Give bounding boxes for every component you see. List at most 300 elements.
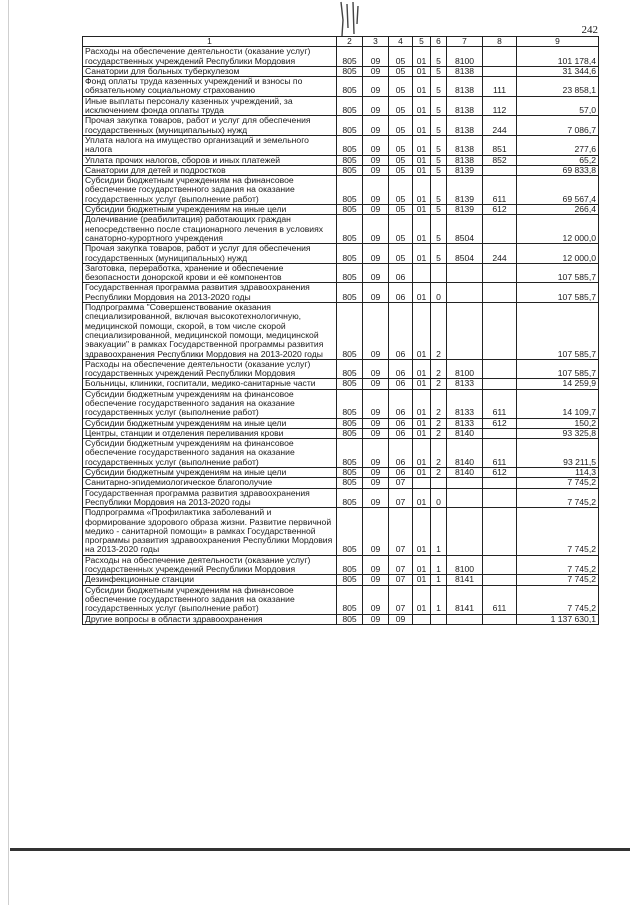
row-description: Субсидии бюджетным учреждениям на финансовое обеспечение государственного задания на оказание государственных услуг (выполнение работ) [83, 585, 337, 614]
row-amount: 93 211,5 [517, 439, 599, 468]
row-description: Иные выплаты персоналу казенных учреждений, за исключением фонда оплаты труда [83, 96, 337, 116]
code-program: 01 [413, 585, 431, 614]
code-program [413, 478, 431, 488]
code-subprogram: 2 [431, 359, 447, 379]
row-description: Заготовка, переработка, хранение и обеспечение безопасности донорской крови и её компонентов [83, 263, 337, 283]
row-amount: 93 325,8 [517, 428, 599, 438]
code-expense-type [483, 575, 517, 585]
code-subprogram: 5 [431, 77, 447, 97]
table-row [83, 468, 599, 478]
code-article [447, 478, 483, 488]
code-article: 8139 [447, 176, 483, 205]
code-subsection: 06 [389, 439, 413, 468]
row-description: Субсидии бюджетным учреждениям на иные цели [83, 205, 337, 215]
code-expense-type [483, 263, 517, 283]
code-expense-type: 611 [483, 176, 517, 205]
code-article: 8139 [447, 165, 483, 175]
code-section: 09 [363, 389, 389, 418]
row-description: Другие вопросы в области здравоохранения [83, 614, 337, 624]
scan-edge [8, 0, 9, 905]
table-row [83, 215, 599, 244]
code-expense-type [483, 165, 517, 175]
header-cell: 4 [389, 37, 413, 47]
code-article [447, 488, 483, 508]
code-admin: 805 [337, 116, 363, 136]
code-article: 8100 [447, 359, 483, 379]
code-subsection: 05 [389, 205, 413, 215]
header-cell: 8 [483, 37, 517, 47]
code-article: 8100 [447, 555, 483, 575]
code-subsection: 05 [389, 96, 413, 116]
code-program: 01 [413, 555, 431, 575]
code-subprogram: 2 [431, 418, 447, 428]
code-subprogram: 5 [431, 135, 447, 155]
code-expense-type [483, 555, 517, 575]
code-subprogram: 5 [431, 244, 447, 264]
code-subsection: 06 [389, 468, 413, 478]
code-subsection: 07 [389, 488, 413, 508]
code-admin: 805 [337, 418, 363, 428]
row-description: Долечивание (реабилитация) работающих граждан непосредственно после стационарного лечения в условиях санаторно-курортного учреждения [83, 215, 337, 244]
code-subprogram: 2 [431, 389, 447, 418]
code-expense-type [483, 47, 517, 67]
code-admin: 805 [337, 244, 363, 264]
code-expense-type [483, 215, 517, 244]
page-number: 242 [581, 24, 598, 36]
code-section: 09 [363, 155, 389, 165]
row-description: Уплата налога на имущество организаций и земельного налога [83, 135, 337, 155]
code-program: 01 [413, 379, 431, 389]
code-section: 09 [363, 77, 389, 97]
row-amount: 57,0 [517, 96, 599, 116]
table-row [83, 614, 599, 624]
code-program: 01 [413, 96, 431, 116]
code-admin: 805 [337, 263, 363, 283]
code-section: 09 [363, 215, 389, 244]
code-admin: 805 [337, 66, 363, 76]
code-subsection: 05 [389, 176, 413, 205]
table-row [83, 379, 599, 389]
code-section: 09 [363, 614, 389, 624]
table-header-row [83, 37, 599, 47]
code-program: 01 [413, 77, 431, 97]
code-article: 8133 [447, 418, 483, 428]
code-subprogram: 0 [431, 283, 447, 303]
code-section: 09 [363, 303, 389, 360]
code-subsection: 07 [389, 508, 413, 555]
code-program: 01 [413, 155, 431, 165]
code-article [447, 263, 483, 283]
code-program: 01 [413, 205, 431, 215]
code-subprogram: 5 [431, 155, 447, 165]
code-expense-type [483, 478, 517, 488]
table-row [83, 135, 599, 155]
code-subprogram: 2 [431, 468, 447, 478]
code-subprogram [431, 478, 447, 488]
code-program [413, 263, 431, 283]
code-article: 8141 [447, 575, 483, 585]
header-cell: 5 [413, 37, 431, 47]
code-subsection: 05 [389, 244, 413, 264]
code-article [447, 508, 483, 555]
code-program: 01 [413, 468, 431, 478]
code-article: 8138 [447, 96, 483, 116]
table-row [83, 263, 599, 283]
row-description: Центры, станции и отделения переливания крови [83, 428, 337, 438]
code-subsection: 05 [389, 116, 413, 136]
code-admin: 805 [337, 165, 363, 175]
row-description: Подпрограмма "Совершенствование оказания специализированной, включая высокотехнологичную, медицинской помощи, скорой, в том числе скорой специализированной, медицинской помощи, медицинской эвакуации" в рамках Государственной программы развития здравоохранения Республики Мордовия на 2013-2020 годы [83, 303, 337, 360]
code-program: 01 [413, 165, 431, 175]
code-article: 8140 [447, 468, 483, 478]
row-amount: 65,2 [517, 155, 599, 165]
table-row [83, 575, 599, 585]
code-section: 09 [363, 176, 389, 205]
row-amount: 277,6 [517, 135, 599, 155]
row-amount: 7 745,2 [517, 478, 599, 488]
table-row [83, 508, 599, 555]
header-cell: 3 [363, 37, 389, 47]
table-row [83, 47, 599, 67]
row-amount: 101 178,4 [517, 47, 599, 67]
row-amount: 1 137 630,1 [517, 614, 599, 624]
code-section: 09 [363, 359, 389, 379]
header-cell: 6 [431, 37, 447, 47]
code-subsection: 06 [389, 389, 413, 418]
code-section: 09 [363, 428, 389, 438]
code-article: 8138 [447, 135, 483, 155]
row-description: Субсидии бюджетным учреждениям на иные цели [83, 468, 337, 478]
row-description: Расходы на обеспечение деятельности (оказание услуг) государственных учреждений Республики Мордовия [83, 555, 337, 575]
code-subprogram: 1 [431, 585, 447, 614]
row-description: Санатории для детей и подростков [83, 165, 337, 175]
code-expense-type [483, 379, 517, 389]
code-expense-type: 852 [483, 155, 517, 165]
table-row [83, 283, 599, 303]
code-expense-type [483, 508, 517, 555]
table-row [83, 116, 599, 136]
code-section: 09 [363, 488, 389, 508]
code-admin: 805 [337, 283, 363, 303]
code-subprogram [431, 263, 447, 283]
table-row [83, 389, 599, 418]
code-section: 09 [363, 283, 389, 303]
code-subprogram: 5 [431, 205, 447, 215]
code-admin: 805 [337, 47, 363, 67]
code-subprogram: 0 [431, 488, 447, 508]
table-row [83, 165, 599, 175]
code-admin: 805 [337, 155, 363, 165]
row-amount: 7 745,2 [517, 488, 599, 508]
code-section: 09 [363, 135, 389, 155]
code-subsection: 06 [389, 359, 413, 379]
table-row [83, 303, 599, 360]
row-description: Субсидии бюджетным учреждениям на финансовое обеспечение государственного задания на оказание государственных услуг (выполнение работ) [83, 389, 337, 418]
code-expense-type: 244 [483, 116, 517, 136]
code-program: 01 [413, 176, 431, 205]
code-program: 01 [413, 135, 431, 155]
table-row [83, 439, 599, 468]
code-expense-type [483, 488, 517, 508]
code-article: 8133 [447, 389, 483, 418]
code-section: 09 [363, 478, 389, 488]
code-subprogram: 5 [431, 96, 447, 116]
code-program: 01 [413, 244, 431, 264]
row-amount: 31 344,6 [517, 66, 599, 76]
code-admin: 805 [337, 478, 363, 488]
code-expense-type: 111 [483, 77, 517, 97]
header-cell: 9 [517, 37, 599, 47]
code-expense-type: 244 [483, 244, 517, 264]
code-program: 01 [413, 215, 431, 244]
row-amount: 7 745,2 [517, 555, 599, 575]
code-program: 01 [413, 508, 431, 555]
table-row [83, 555, 599, 575]
binding-mark [337, 0, 363, 40]
code-expense-type: 612 [483, 468, 517, 478]
code-article [447, 303, 483, 360]
code-admin: 805 [337, 468, 363, 478]
code-section: 09 [363, 508, 389, 555]
code-admin: 805 [337, 428, 363, 438]
code-section: 09 [363, 379, 389, 389]
code-subprogram: 5 [431, 165, 447, 175]
code-expense-type: 611 [483, 439, 517, 468]
code-subprogram: 2 [431, 428, 447, 438]
row-amount: 107 585,7 [517, 303, 599, 360]
row-description: Государственная программа развития здравоохранения Республики Мордовия на 2013-2020 годы [83, 488, 337, 508]
row-description: Больницы, клиники, госпитали, медико-санитарные части [83, 379, 337, 389]
code-article [447, 614, 483, 624]
code-subprogram: 1 [431, 575, 447, 585]
row-amount: 114,3 [517, 468, 599, 478]
code-section: 09 [363, 165, 389, 175]
code-article: 8140 [447, 439, 483, 468]
row-description: Фонд оплаты труда казенных учреждений и взносы по обязательному социальному страхованию [83, 77, 337, 97]
table-row [83, 585, 599, 614]
code-article: 8141 [447, 585, 483, 614]
code-subprogram: 5 [431, 215, 447, 244]
code-expense-type: 612 [483, 418, 517, 428]
code-article: 8504 [447, 244, 483, 264]
code-subsection: 05 [389, 66, 413, 76]
code-article: 8140 [447, 428, 483, 438]
table-row [83, 205, 599, 215]
code-subsection: 07 [389, 555, 413, 575]
row-amount: 7 745,2 [517, 575, 599, 585]
code-program: 01 [413, 488, 431, 508]
code-subprogram: 5 [431, 116, 447, 136]
code-admin: 805 [337, 389, 363, 418]
code-subprogram: 5 [431, 47, 447, 67]
table-body [83, 47, 599, 625]
table-row [83, 359, 599, 379]
code-admin: 805 [337, 379, 363, 389]
code-program: 01 [413, 116, 431, 136]
row-amount: 12 000,0 [517, 215, 599, 244]
code-admin: 805 [337, 303, 363, 360]
row-description: Прочая закупка товаров, работ и услуг для обеспечения государственных (муниципальных) нужд [83, 244, 337, 264]
code-subsection: 09 [389, 614, 413, 624]
row-amount: 107 585,7 [517, 283, 599, 303]
row-description: Государственная программа развития здравоохранения Республики Мордовия на 2013-2020 годы [83, 283, 337, 303]
code-admin: 805 [337, 215, 363, 244]
row-amount: 69 833,8 [517, 165, 599, 175]
code-subsection: 06 [389, 379, 413, 389]
code-expense-type [483, 359, 517, 379]
code-subsection: 07 [389, 575, 413, 585]
code-subprogram: 2 [431, 439, 447, 468]
row-amount: 266,4 [517, 205, 599, 215]
code-section: 09 [363, 468, 389, 478]
code-expense-type: 611 [483, 585, 517, 614]
code-subprogram: 5 [431, 176, 447, 205]
code-article: 8138 [447, 116, 483, 136]
code-subsection: 05 [389, 215, 413, 244]
code-subsection: 05 [389, 47, 413, 67]
code-program: 01 [413, 418, 431, 428]
row-amount: 14 109,7 [517, 389, 599, 418]
code-subsection: 06 [389, 283, 413, 303]
code-expense-type [483, 66, 517, 76]
row-amount: 14 259,9 [517, 379, 599, 389]
code-section: 09 [363, 96, 389, 116]
code-expense-type: 611 [483, 389, 517, 418]
header-cell: 7 [447, 37, 483, 47]
code-subsection: 05 [389, 77, 413, 97]
code-article: 8100 [447, 47, 483, 67]
code-section: 09 [363, 418, 389, 428]
row-amount: 7 745,2 [517, 508, 599, 555]
code-program: 01 [413, 66, 431, 76]
code-expense-type: 612 [483, 205, 517, 215]
code-admin: 805 [337, 359, 363, 379]
row-description: Прочая закупка товаров, работ и услуг для обеспечения государственных (муниципальных) нужд [83, 116, 337, 136]
code-subsection: 06 [389, 428, 413, 438]
code-section: 09 [363, 66, 389, 76]
row-amount: 107 585,7 [517, 263, 599, 283]
row-description: Субсидии бюджетным учреждениям на финансовое обеспечение государственного задания на оказание государственных услуг (выполнение работ) [83, 439, 337, 468]
row-amount: 7 086,7 [517, 116, 599, 136]
code-subsection: 07 [389, 585, 413, 614]
code-expense-type: 112 [483, 96, 517, 116]
code-program: 01 [413, 303, 431, 360]
table-row [83, 155, 599, 165]
code-subprogram: 1 [431, 555, 447, 575]
row-amount: 23 858,1 [517, 77, 599, 97]
row-description: Уплата прочих налогов, сборов и иных платежей [83, 155, 337, 165]
code-program: 01 [413, 428, 431, 438]
table-row [83, 96, 599, 116]
table-row [83, 244, 599, 264]
table-row [83, 488, 599, 508]
code-subsection: 06 [389, 303, 413, 360]
code-article: 8139 [447, 205, 483, 215]
row-description: Подпрограмма «Профилактика заболеваний и формирование здорового образа жизни. Развитие первичной медико - санитарной помощи» в рамках Государственной программы развития здравоохранения Республики Мордовия на 2013-2020 годы [83, 508, 337, 555]
code-section: 09 [363, 244, 389, 264]
code-program [413, 614, 431, 624]
row-amount: 69 567,4 [517, 176, 599, 205]
code-program: 01 [413, 283, 431, 303]
code-admin: 805 [337, 96, 363, 116]
code-program: 01 [413, 359, 431, 379]
code-admin: 805 [337, 205, 363, 215]
code-subsection: 07 [389, 478, 413, 488]
table-row [83, 418, 599, 428]
code-section: 09 [363, 116, 389, 136]
code-admin: 805 [337, 488, 363, 508]
code-section: 09 [363, 439, 389, 468]
code-admin: 805 [337, 575, 363, 585]
header-cell: 2 [337, 37, 363, 47]
code-subprogram: 2 [431, 303, 447, 360]
code-subsection: 05 [389, 135, 413, 155]
code-subsection: 05 [389, 155, 413, 165]
code-article: 8138 [447, 66, 483, 76]
code-article: 8133 [447, 379, 483, 389]
row-amount: 7 745,2 [517, 585, 599, 614]
row-description: Расходы на обеспечение деятельности (оказание услуг) государственных учреждений Республики Мордовия [83, 47, 337, 67]
code-admin: 805 [337, 77, 363, 97]
code-expense-type: 851 [483, 135, 517, 155]
code-expense-type [483, 614, 517, 624]
row-amount: 12 000,0 [517, 244, 599, 264]
code-subprogram: 2 [431, 379, 447, 389]
code-program: 01 [413, 389, 431, 418]
row-amount: 150,2 [517, 418, 599, 428]
code-admin: 805 [337, 176, 363, 205]
table-row [83, 66, 599, 76]
code-section: 09 [363, 585, 389, 614]
header-cell: 1 [83, 37, 337, 47]
code-subprogram: 1 [431, 508, 447, 555]
code-admin: 805 [337, 508, 363, 555]
row-description: Санитарно-эпидемиологическое благополучие [83, 478, 337, 488]
code-admin: 805 [337, 555, 363, 575]
table-row [83, 77, 599, 97]
code-subsection: 05 [389, 165, 413, 175]
code-admin: 805 [337, 614, 363, 624]
code-program: 01 [413, 439, 431, 468]
row-amount: 107 585,7 [517, 359, 599, 379]
row-description: Субсидии бюджетным учреждениям на финансовое обеспечение государственного задания на оказание государственных услуг (выполнение работ) [83, 176, 337, 205]
scan-bottom-edge [10, 848, 630, 851]
code-article: 8504 [447, 215, 483, 244]
row-description: Расходы на обеспечение деятельности (оказание услуг) государственных учреждений Республики Мордовия [83, 359, 337, 379]
budget-table [82, 36, 599, 625]
code-article: 8138 [447, 77, 483, 97]
code-program: 01 [413, 575, 431, 585]
code-admin: 805 [337, 439, 363, 468]
code-section: 09 [363, 575, 389, 585]
table-row [83, 478, 599, 488]
code-expense-type [483, 303, 517, 360]
code-admin: 805 [337, 585, 363, 614]
code-program: 01 [413, 47, 431, 67]
row-description: Субсидии бюджетным учреждениям на иные цели [83, 418, 337, 428]
table-row [83, 428, 599, 438]
code-subprogram: 5 [431, 66, 447, 76]
row-description: Санатории для больных туберкулезом [83, 66, 337, 76]
code-expense-type [483, 428, 517, 438]
code-section: 09 [363, 263, 389, 283]
code-subprogram [431, 614, 447, 624]
code-section: 09 [363, 205, 389, 215]
code-article [447, 283, 483, 303]
table-row [83, 176, 599, 205]
row-description: Дезинфекционные станции [83, 575, 337, 585]
code-subsection: 06 [389, 263, 413, 283]
